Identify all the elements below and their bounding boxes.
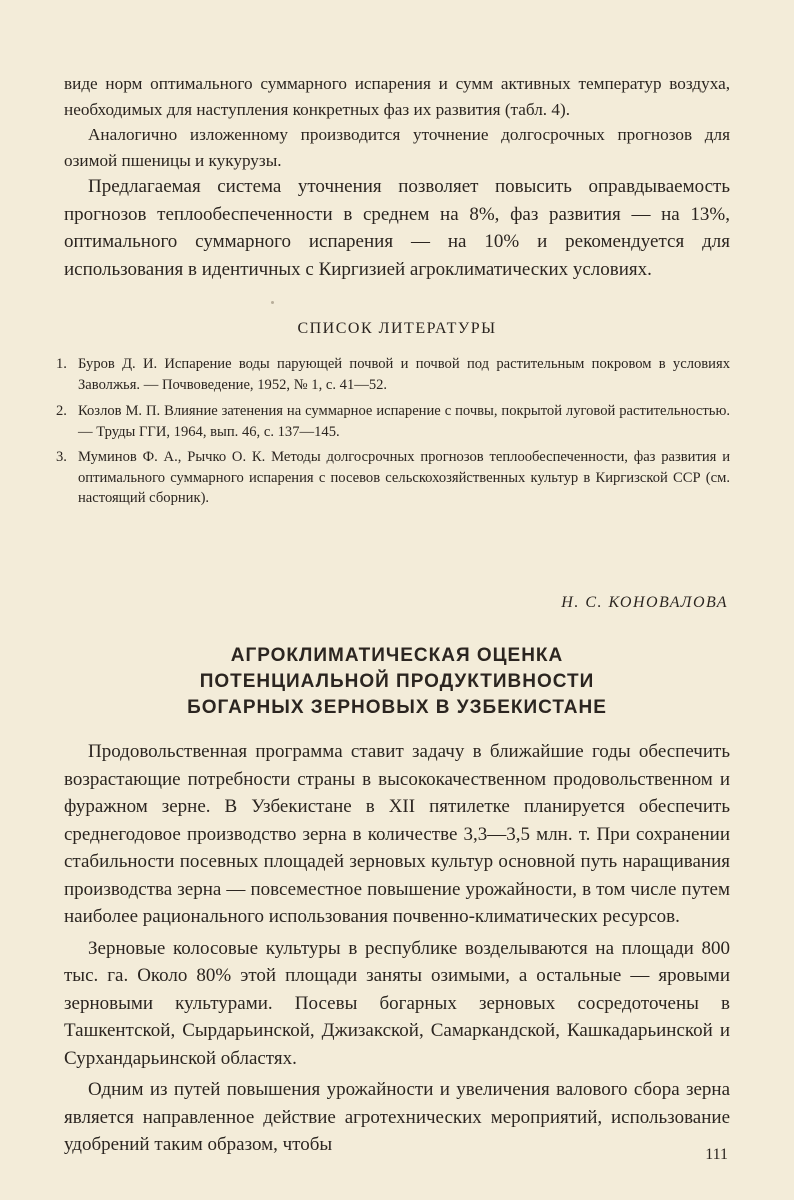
article-author: Н. С. КОНОВАЛОВА [561,594,728,611]
reference-item [56,354,730,395]
reference-text: Муминов Ф. А., Рычко О. К. Методы долгосрочных прогнозов теплообеспеченности, фаз развития и оптимального суммарного испарения с посевов сельскохозяйственных культур в Киргизской ССР (см. настоящий сборник). [78,449,730,506]
reference-number: 3. [56,449,67,465]
reference-text: Буров Д. И. Испарение воды парующей почвой и почвой под растительным покровом в условиях Заволжья. — Почвоведение, 1952, № 1, с. 41—52. [78,356,730,393]
page-number: 111 [705,1146,728,1163]
title-line: ПОТЕНЦИАЛЬНОЙ ПРОДУКТИВНОСТИ [199,671,595,692]
reference-item [56,401,730,442]
reference-text: Козлов М. П. Влияние затенения на суммарное испарение с почвы, покрытой луговой растительностью. — Труды ГГИ, 1964, вып. 46, с. 137—145. [78,403,730,440]
paragraph-grain-crops: Зерновые колосовые культуры в республике возделываются на площади 800 тыс. га. Около 80% этой площади заняты озимыми, а остальные — яровыми зерновыми культурами. Посевы богарных зерновых сосредоточены в Ташкентской, Сырдарьинской, Джизакской, Самаркандской, Кашкадарьинской и Сурхандарьинской областях. [64,937,730,1069]
reference-number: 1. [56,356,67,372]
reference-item [56,447,730,509]
article-body [64,738,730,1159]
speck [271,301,274,304]
title-line: БОГАРНЫХ ЗЕРНОВЫХ В УЗБЕКИСТАНЕ [187,697,607,718]
paragraph-yield-ways: Одним из путей повышения урожайности и увеличения валового сбора зерна является направленное действие агротехнических мероприятий, использование удобрений таким образом, чтобы [64,1079,730,1155]
reference-number: 2. [56,403,67,419]
title-line: АГРОКЛИМАТИЧЕСКАЯ ОЦЕНКА [230,645,564,666]
paragraph-continuation: виде норм оптимального суммарного испарения и сумм активных температур воздуха, необходимых для наступления конкретных фаз их развития (табл. 4). [64,74,730,119]
paragraph-analog: Аналогично изложенному производится уточнение долгосрочных прогнозов для озимой пшеницы и кукурузы. [64,125,730,170]
article-title [0,643,794,721]
top-text-block [64,71,730,283]
paragraph-food-program: Продовольственная программа ставит задачу в ближайшие годы обеспечить возрастающие потребности страны в высококачественном продовольственном и фуражном зерне. В Узбекистане в XII пятилетке планируется обеспечить среднегодовое производство зерна в количестве 3,3—3,5 млн. т. При сохранении стабильности посевных площадей зерновых культур основной путь наращивания производства зерна — повсеместное повышение урожайности, в том числе путем наиболее рационального использования почвенно-климатических ресурсов. [64,741,730,927]
paragraph-proposed-system: Предлагаемая система уточнения позволяет повысить оправдываемость прогнозов теплообеспеченности в среднем на 8%, фаз развития — на 13%, оптимального суммарного испарения — на 10% и рекомендуется для использования в идентичных с Киргизией агроклиматических условиях. [64,176,730,280]
references-title: СПИСОК ЛИТЕРАТУРЫ [297,320,497,337]
